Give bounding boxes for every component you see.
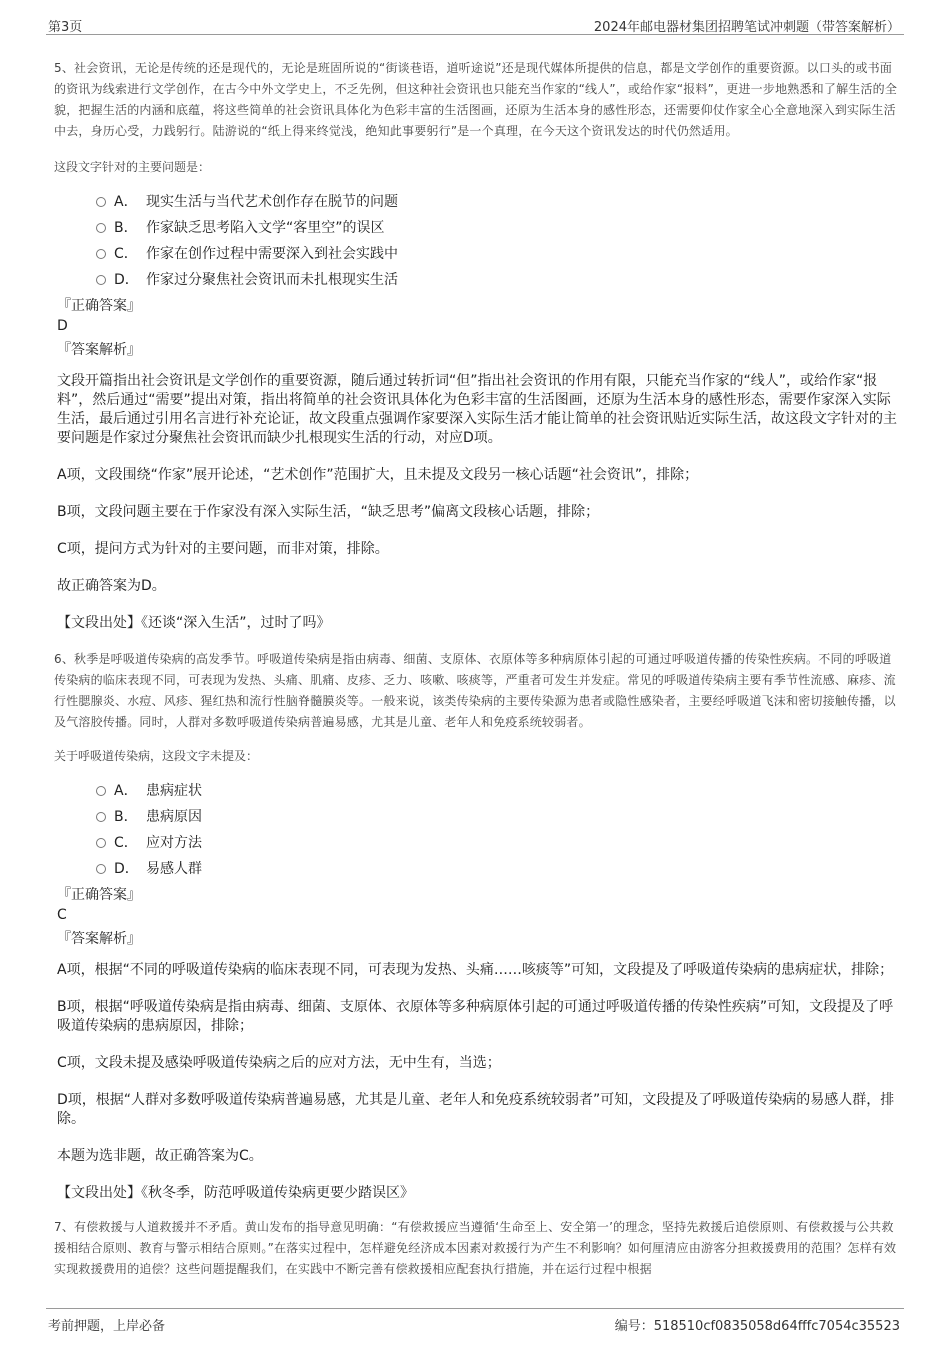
question-5-text: 5、社会资讯，无论是传统的还是现代的，无论是班固所说的“街谈巷语，道听途说”还是现代媒体所提供的信息，都是文学创作的重要资源。以口头的或书面的资讯为线索进行文学创作，在古今中外文学史上，不乏先例，但这种社会资讯也只能充当作家的“线人”，或给作家“报料”，更进一步地熟悉和了解生活的全貌，把握生活的内涵和底蕴，将这些简单的社会资讯具体化为色彩丰富的生活图画，还原为生活本身的感性形态，还需要仰仗作家全心全意地深入到实际生活中去，身历心受，力践躬行。陆游说的“纸上得来终觉浅，绝知此事要躬行”是一个真理，在今天这个资讯发达的时代仍然适用。 bbox=[54, 61, 898, 138]
option-c[interactable]: C． 应对方法 bbox=[96, 829, 900, 855]
question-6-text: 6、秋季是呼吸道传染病的高发季节。呼吸道传染病是指由病毒、细菌、支原体、衣原体等多种病原体引起的可通过呼吸道传播的传染性疾病。不同的呼吸道传染病的临床表现不同，可表现为发热、头痛、肌痛、皮疹、乏力、咳嗽、咳痰等，严重者可发生并发症。常见的呼吸道传染病主要有季节性流感、麻疹、流行性腮腺炎、水痘、风疹、猩红热和流行性脑脊髓膜炎等。一般来说，该类传染病的主要传染源为患者或隐性感染者，主要经呼吸道飞沫和密切接触传播，以及气溶胶传播。同时，人群对多数呼吸道传染病普遍易感，尤其是儿童、老年人和免疫系统较弱者。 bbox=[54, 652, 896, 729]
explanation-paragraph: B项，根据“呼吸道传染病是指由病毒、细菌、支原体、衣原体等多种病原体引起的可通过呼吸道传播的传染性疾病”可知，文段提及了呼吸道传染病的患病原因，排除； bbox=[57, 999, 894, 1034]
option-a[interactable]: A． 现实生活与当代艺术创作存在脱节的问题 bbox=[96, 188, 900, 214]
option-d[interactable]: D． 作家过分聚焦社会资讯而未扎根现实生活 bbox=[96, 266, 900, 292]
question-7 bbox=[54, 1217, 900, 1280]
explanation-paragraph: C项，提问方式为针对的主要问题，而非对策，排除。 bbox=[57, 541, 389, 557]
explanation-paragraph: A项，根据“不同的呼吸道传染病的临床表现不同，可表现为发热、头痛……咳痰等”可知，文段提及了呼吸道传染病的患病症状，排除； bbox=[57, 962, 894, 978]
page-content bbox=[54, 58, 900, 1280]
answer-value: C bbox=[57, 907, 67, 923]
explanation-paragraph: D项，根据“人群对多数呼吸道传染病普遍易感，尤其是儿童、老年人和免疫系统较弱者”可知，文段提及了呼吸道传染病的易感人群，排除。 bbox=[57, 1092, 895, 1127]
radio-icon[interactable] bbox=[96, 786, 106, 796]
radio-icon[interactable] bbox=[96, 249, 106, 259]
source-citation: 【文段出处】《秋冬季，防范呼吸道传染病更要少踏误区》 bbox=[57, 1185, 414, 1201]
option-b[interactable]: B． 患病原因 bbox=[96, 803, 900, 829]
radio-icon[interactable] bbox=[96, 812, 106, 822]
explanation-paragraph: 本题为选非题，故正确答案为C。 bbox=[57, 1148, 263, 1164]
document-id: 编号：518510cf0835058d64fffc7054c35523 bbox=[614, 1319, 900, 1334]
explanation-paragraph: C项，文段未提及感染呼吸道传染病之后的应对方法，无中生有，当选； bbox=[57, 1055, 501, 1071]
radio-icon[interactable] bbox=[96, 197, 106, 207]
page-number: 第3页 bbox=[48, 20, 83, 35]
explanation-paragraph: 故正确答案为D。 bbox=[57, 578, 166, 594]
question-6 bbox=[54, 649, 900, 1203]
footer-slogan: 考前押题，上岸必备 bbox=[48, 1319, 166, 1334]
document-title: 2024年邮电器材集团招聘笔试冲刺题（带答案解析） bbox=[593, 20, 900, 35]
question-5-options bbox=[96, 188, 900, 292]
explanation-paragraph: 文段开篇指出社会资讯是文学创作的重要资源，随后通过转折词“但”指出社会资讯的作用有限，只能充当作家的“线人”，或给作家“报料”，然后通过“需要”提出对策，指出将简单的社会资讯具体化为色彩丰富的生活图画，还原为生活本身的感性形态，需要作家深入实际生活，最后通过引用名言进行补充论证，故文段重点强调作家要深入实际生活才能让简单的社会资讯贴近实际生活，故这段文字针对的主要问题是作家过分聚焦社会资讯而缺少扎根现实生活的行动，对应D项。 bbox=[57, 373, 897, 446]
answer-label: 『正确答案』 bbox=[57, 887, 141, 903]
question-6-prompt: 关于呼吸道传染病，这段文字未提及： bbox=[54, 749, 259, 763]
page-footer bbox=[46, 1308, 904, 1333]
answer-label: 『正确答案』 bbox=[57, 298, 141, 314]
option-d[interactable]: D． 易感人群 bbox=[96, 855, 900, 881]
option-c[interactable]: C． 作家在创作过程中需要深入到社会实践中 bbox=[96, 240, 900, 266]
page-header bbox=[46, 14, 904, 35]
option-b[interactable]: B． 作家缺乏思考陷入文学“客里空”的误区 bbox=[96, 214, 900, 240]
analysis-label: 『答案解析』 bbox=[57, 931, 141, 947]
explanation-paragraph: A项，文段围绕“作家”展开论述，“艺术创作”范围扩大，且未提及文段另一核心话题“社会资讯”，排除； bbox=[57, 467, 699, 483]
radio-icon[interactable] bbox=[96, 275, 106, 285]
radio-icon[interactable] bbox=[96, 223, 106, 233]
radio-icon[interactable] bbox=[96, 838, 106, 848]
explanation-paragraph: B项，文段问题主要在于作家没有深入实际生活，“缺乏思考”偏离文段核心话题，排除； bbox=[57, 504, 600, 520]
question-6-options bbox=[96, 777, 900, 881]
radio-icon[interactable] bbox=[96, 864, 106, 874]
question-5-prompt: 这段文字针对的主要问题是： bbox=[54, 160, 211, 174]
answer-value: D bbox=[57, 318, 68, 334]
question-5 bbox=[54, 58, 900, 633]
source-citation: 【文段出处】《还谈“深入生活”，过时了吗》 bbox=[57, 615, 331, 631]
question-7-text: 7、有偿救援与人道救援并不矛盾。黄山发布的指导意见明确：“有偿救援应当遵循‘生命至上、安全第一’的理念，坚持先救援后追偿原则、有偿救援与公共救援相结合原则、教育与警示相结合原则。”在落实过程中，怎样避免经济成本因素对救援行为产生不利影响？如何厘清应由游客分担救援费用的范围？怎样有效实现救援费用的追偿？这些问题提醒我们，在实践中不断完善有偿救援相应配套执行措施，并在运行过程中根据 bbox=[54, 1220, 897, 1276]
option-a[interactable]: A． 患病症状 bbox=[96, 777, 900, 803]
analysis-label: 『答案解析』 bbox=[57, 342, 141, 358]
